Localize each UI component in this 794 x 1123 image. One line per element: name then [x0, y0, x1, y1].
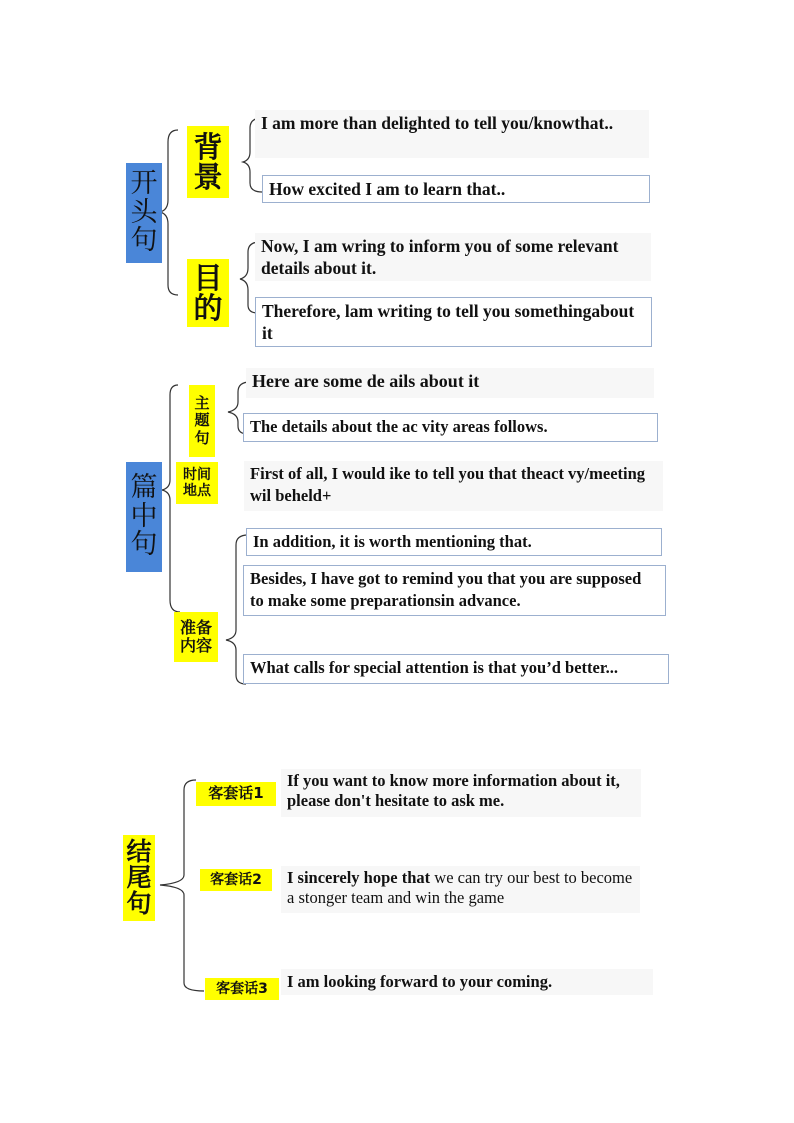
pleasantry-3-label: 客套话3 [205, 978, 279, 1000]
pleasantry-3-sentence: I am looking forward to your coming. [281, 969, 653, 995]
topic-sentence-2: The details about the ac vity areas follows. [243, 413, 658, 442]
time-place-sentence: First of all, I would ike to tell you that theact vy/meeting wil beheld+ [244, 461, 663, 511]
topic-label: 主 题 句 [189, 385, 215, 457]
prep-label: 准备 内容 [174, 612, 218, 662]
time-place-label: 时间 地点 [176, 462, 218, 504]
pleasantry-2-bold: I sincerely hope that [287, 868, 431, 887]
body-section-label: 篇 中 句 [126, 462, 162, 572]
pleasantry-1-label: 客套话1 [196, 782, 276, 806]
opening-brace [160, 130, 178, 295]
background-sentence-1: I am more than delighted to tell you/knowthat.. [255, 110, 649, 158]
pleasantry-1-sentence: If you want to know more information about it, please don't hesitate to ask me. [281, 769, 641, 817]
prep-sentence-1: In addition, it is worth mentioning that. [246, 528, 662, 556]
opening-section-label: 开 头 句 [126, 163, 162, 263]
purpose-sentence-1: Now, I am wring to inform you of some relevant details about it. [255, 233, 651, 281]
topic-sentence-1: Here are some de ails about it [246, 368, 654, 398]
background-label: 背 景 [187, 126, 229, 198]
closing-brace [160, 780, 204, 991]
purpose-sentence-2: Therefore, lam writing to tell you somethingabout it [255, 297, 652, 347]
closing-section-label: 结 尾 句 [123, 835, 155, 921]
prep-sentence-2: Besides, I have got to remind you that you are supposed to make some preparationsin advance. [243, 565, 666, 616]
background-sentence-2: How excited I am to learn that.. [262, 175, 650, 203]
purpose-label: 目 的 [187, 259, 229, 327]
pleasantry-2-rest: we can try our best to become a stonger team and win the game [287, 868, 633, 907]
pleasantry-2-label: 客套话2 [200, 869, 272, 891]
pleasantry-2-sentence [281, 866, 640, 913]
prep-sentence-3: What calls for special attention is that you’d better... [243, 654, 669, 684]
